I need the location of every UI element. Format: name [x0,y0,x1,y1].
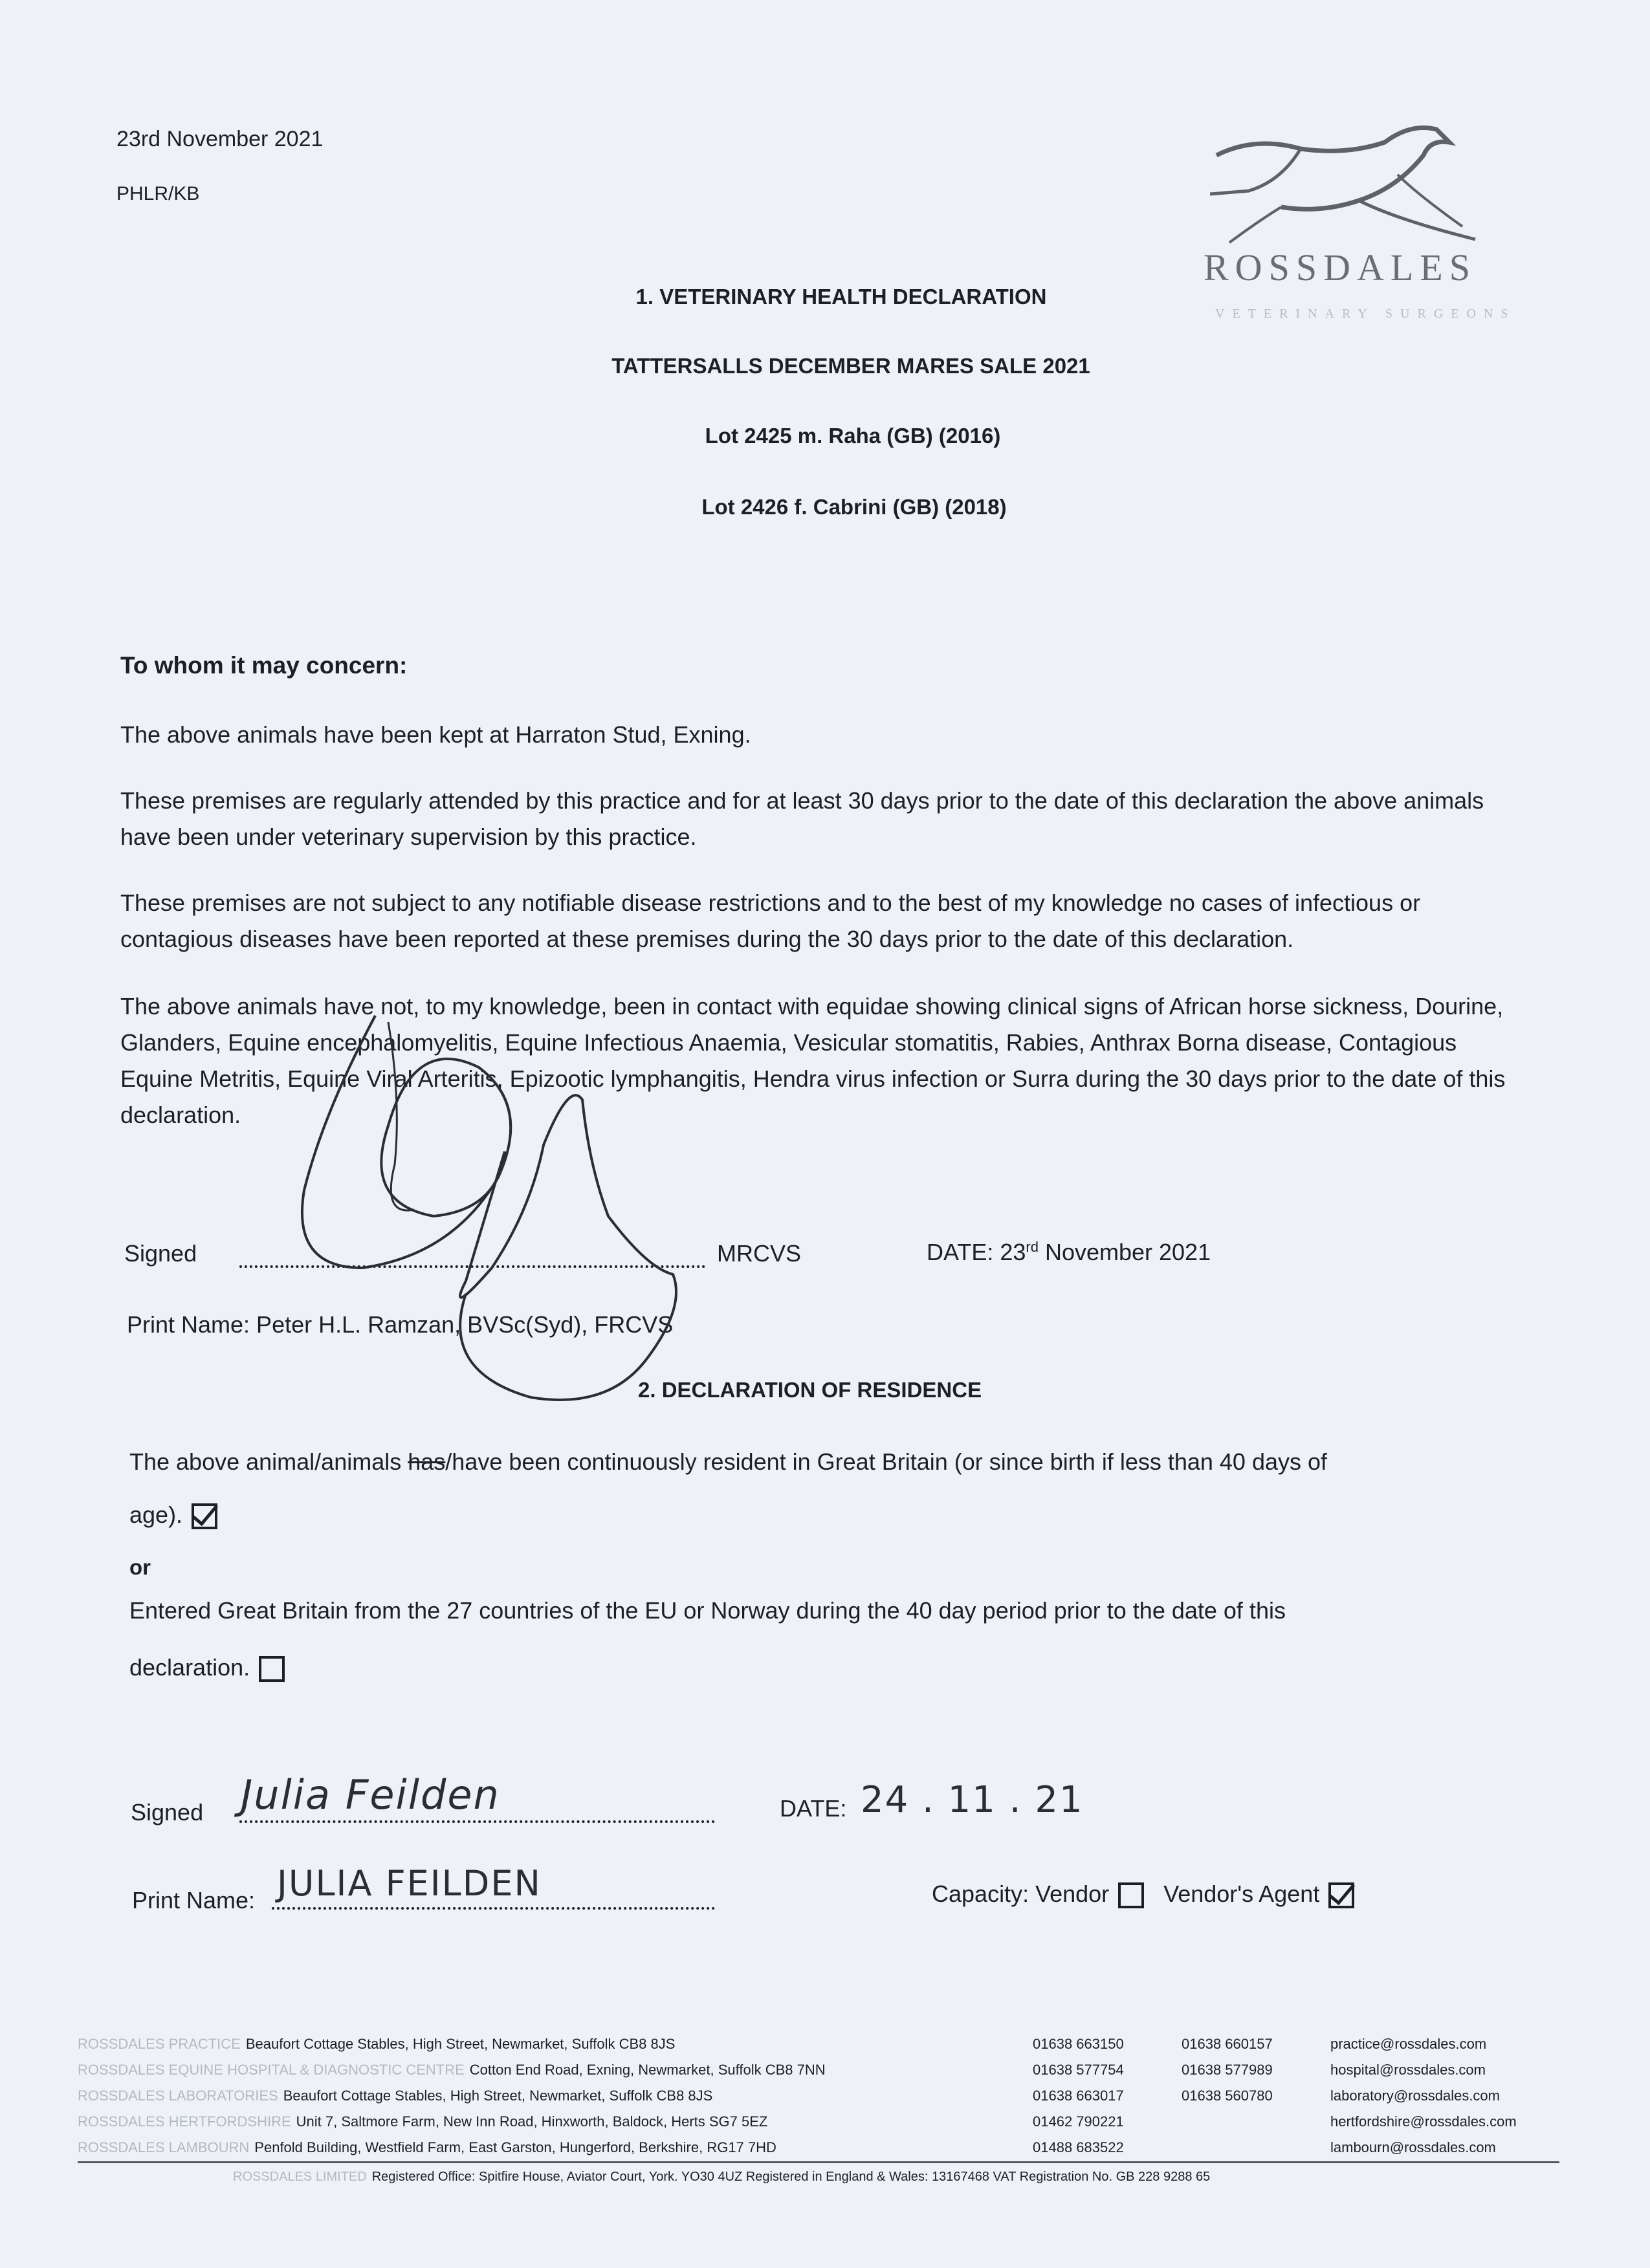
entered-checkbox[interactable] [259,1656,285,1682]
paragraph-contact: The above animals have not, to my knowledge, been in contact with equidae showing clinical signs of African horse sickness, Dourine, Glanders, Equine encephalomyelitis, Equine Infectious Anaemia, Vesicular stomatitis, Rabies, Anthrax Borna disease, Contagious Equine Metritis, Equine Viral Arteritis, Epizootic lymphangitis, Hendra virus infection or Surra during the 30 days prior to the date of this declaration. [120,993,1506,1128]
vet-print-name: Print Name: Peter H.L. Ramzan, BVSc(Syd), FRCVS [127,1311,674,1338]
sale-title: TATTERSALLS DECEMBER MARES SALE 2021 [611,354,1090,378]
vendor-date-label: DATE: [780,1795,847,1822]
paragraph-supervision: These premises are regularly attended by this practice and for at least 30 days prior to the date of this declaration the above animals have been under veterinary supervision by this practice. [120,787,1484,850]
footer-addresses [78,2031,996,2161]
vendor-print-value: JULIA FEILDEN [277,1863,542,1904]
letter-reference: PHLR/KB [116,183,200,204]
footer-emails [1330,2031,1557,2161]
capacity-row: Capacity: Vendor Vendor's Agent [932,1876,1354,1912]
or-separator: or [129,1555,151,1579]
footer-tel: 01638 663017 [1033,2088,1124,2104]
logo-wordmark: ROSSDALES [1204,246,1477,289]
vendors-agent-checkbox[interactable] [1328,1882,1354,1908]
footer-fax: 01638 660157 [1182,2036,1273,2052]
residence-statement: The above animal/animals has/have been continuously resident in Great Britain (or since birth if less than 40 days of [129,1448,1328,1475]
vet-signed-label: Signed [124,1240,197,1267]
lot-2425: Lot 2425 m. Raha (GB) (2016) [705,424,1001,448]
footer-address-row: ROSSDALES LAMBOURN Penfold Building, Westfield Farm, East Garston, Hungerford, Berkshire, RG17 7HD [78,2139,776,2155]
footer-address-row: ROSSDALES HERTFORDSHIRE Unit 7, Saltmore Farm, New Inn Road, Hinxworth, Baldock, Herts SG7 5EZ [78,2113,768,2130]
entered-declaration: declaration. [129,1650,285,1686]
section2-title: 2. DECLARATION OF RESIDENCE [638,1378,982,1402]
rossdales-logo [1204,116,1516,330]
vendor-date-value: 24 . 11 . 21 [861,1779,1084,1821]
footer-address-row: ROSSDALES PRACTICE Beaufort Cottage Stables, High Street, Newmarket, Suffolk CB8 8JS [78,2036,676,2052]
footer-tel: 01638 577754 [1033,2062,1124,2078]
resident-checkbox[interactable] [192,1503,217,1529]
footer-email: lambourn@rossdales.com [1330,2139,1496,2155]
footer-faxes [1182,2031,1311,2109]
footer-address-row: ROSSDALES EQUINE HOSPITAL & DIAGNOSTIC CENTRE Cotton End Road, Exning, Newmarket, Suffolk CB8 7NN [78,2062,826,2078]
footer-email: laboratory@rossdales.com [1330,2088,1500,2104]
registered-office: ROSSDALES LIMITED Registered Office: Spitfire House, Aviator Court, York. YO30 4UZ Registered in England & Wales: 13167468 VAT Registration No. GB 228 9288 65 [233,2170,1211,2184]
logo-subtitle: VETERINARY SURGEONS [1215,307,1516,321]
letter-date: 23rd November 2021 [116,127,324,151]
vendor-signed-label: Signed [131,1799,204,1826]
vet-date: DATE: 23rd November 2021 [927,1239,1211,1265]
vet-signature-icon [285,996,699,1423]
footer-fax: 01638 560780 [1182,2088,1273,2104]
footer-divider [78,2161,1559,2163]
footer-email: hertfordshire@rossdales.com [1330,2113,1517,2130]
vendor-checkbox[interactable] [1118,1882,1144,1908]
footer-email: practice@rossdales.com [1330,2036,1487,2052]
footer-tel: 01488 683522 [1033,2139,1124,2155]
section1-title: 1. VETERINARY HEALTH DECLARATION [635,285,1047,309]
footer-fax: 01638 577989 [1182,2062,1273,2078]
salutation: To whom it may concern: [120,652,408,679]
lot-2426: Lot 2426 f. Cabrini (GB) (2018) [701,495,1007,519]
footer-email: hospital@rossdales.com [1330,2062,1486,2078]
paragraph-restrictions: These premises are not subject to any notifiable disease restrictions and to the best of my knowledge no cases of infectious or contagious diseases have been reported at these premises during the 30 days prior to the date of this declaration. [120,889,1421,952]
horse-logo-icon [1204,116,1488,246]
mrcvs-label: MRCVS [717,1240,802,1267]
footer-address-row: ROSSDALES LABORATORIES Beaufort Cottage Stables, High Street, Newmarket, Suffolk CB8 8JS [78,2088,713,2104]
footer-tel: 01638 663150 [1033,2036,1124,2052]
paragraph-kept: The above animals have been kept at Harraton Stud, Exning. [120,721,751,748]
footer-tel: 01462 790221 [1033,2113,1124,2130]
entered-statement: Entered Great Britain from the 27 countries of the EU or Norway during the 40 day period prior to the date of this [129,1597,1286,1624]
vendor-signature: Julia Feilden [241,1771,500,1818]
footer-telephones [1033,2031,1162,2161]
vendor-print-label: Print Name: [132,1887,256,1914]
residence-age: age). [129,1497,217,1533]
